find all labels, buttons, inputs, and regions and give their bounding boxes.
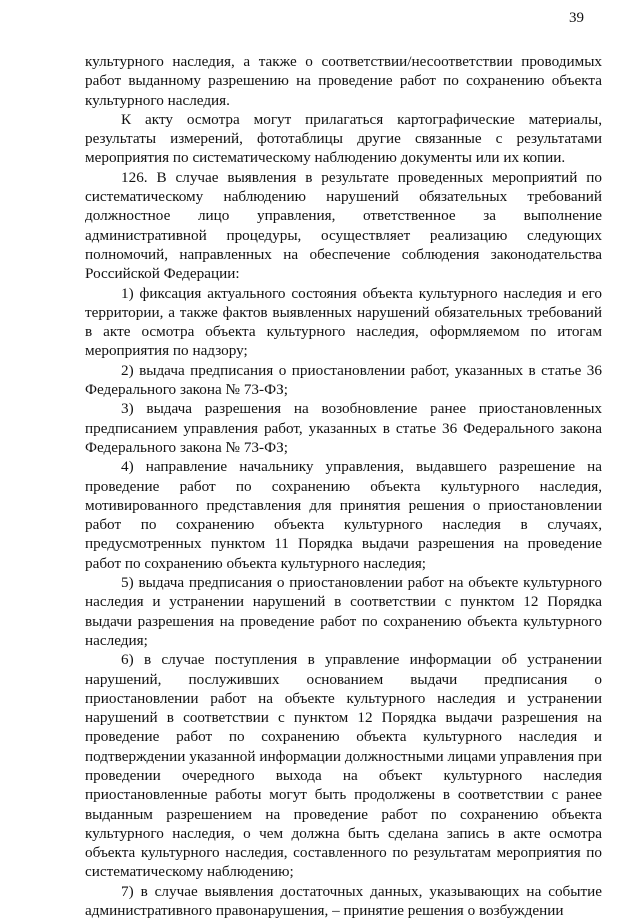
list-item-7: 7) в случае выявления достаточных данных, указывающих на событие административного правонарушения, – принятие решения о возбуждении: [85, 882, 602, 920]
list-item-6: 6) в случае поступления в управление информации об устранении нарушений, послуживших основанием выдачи предписания о приостановлении работ на объекте культурного наследия и устранении нарушений в соответствии с пунктом 12 Порядка выдачи разрешения на проведение работ по сохранению объекта культурного наследия и подтверждении указанной информации должностными лицами управления при проведении очередного выхода на объект культурного наследия приостановленные работы могут быть продолжены в соответствии с ранее выданным разрешением на проведение работ по сохранению объекта культурного наследия, о чем должна быть сделана запись в акте осмотра объекта культурного наследия, составленного по результатам мероприятия по систематическому наблюдению;: [85, 651, 602, 881]
list-item-5: 5) выдача предписания о приостановлении работ на объекте культурного наследия и устранении нарушений в соответствии с пунктом 12 Порядка выдачи разрешения на проведение работ по сохранению объекта культурного наследия;: [85, 574, 602, 649]
list-item-2: 2) выдача предписания о приостановлении работ, указанных в статье 36 Федерального закона № 73-ФЗ;: [85, 361, 602, 399]
document-body: [85, 52, 602, 920]
list-item-3: 3) выдача разрешения на возобновление ранее приостановленных предписанием управления работ, указанных в статье 36 Федерального закона Федерального закона № 73-ФЗ;: [85, 400, 602, 456]
paragraph-continuation: культурного наследия, а также о соответствии/несоответствии проводимых работ выданному разрешению на проведение работ по сохранению объекта культурного наследия.: [85, 53, 602, 109]
page-number: 39: [569, 10, 584, 26]
paragraph-126: 126. В случае выявления в результате проведенных мероприятий по систематическому наблюдению нарушений обязательных требований должностное лицо управления, ответственное за выполнение административной процедуры, осуществляет реализацию следующих полномочий, направленных на обеспечение соблюдения законодательства Российской Федерации:: [85, 168, 602, 283]
list-item-1: 1) фиксация актуального состояния объекта культурного наследия и его территории, а также фактов выявленных нарушений обязательных требований в акте осмотра объекта культурного наследия, оформляемом по итогам мероприятия по надзору;: [85, 284, 602, 360]
paragraph-attachments: К акту осмотра могут прилагаться картографические материалы, результаты измерений, фототаблицы другие связанные с результатами мероприятия по систематическому наблюдению документы или их копии.: [85, 110, 602, 167]
list-item-4: 4) направление начальнику управления, выдавшего разрешение на проведение работ по сохранению объекта культурного наследия, мотивированного представления для принятия решения о приостановлении работ по сохранению объекта культурного наследия в случаях, предусмотренных пунктом 11 Порядка выдачи разрешения на проведение работ по сохранению объекта культурного наследия;: [85, 458, 602, 572]
